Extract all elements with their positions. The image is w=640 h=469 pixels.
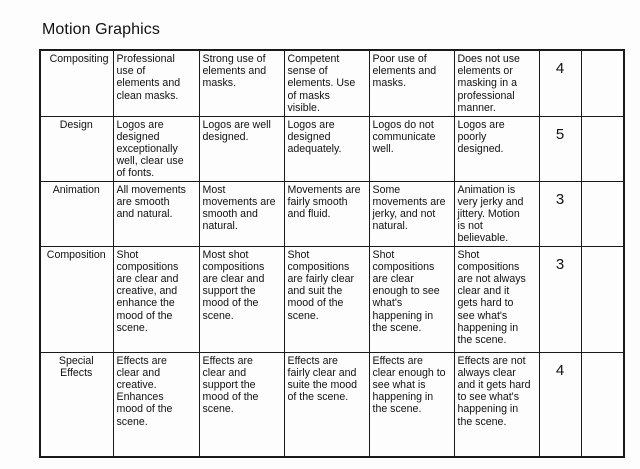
rubric-row-composition (40, 246, 624, 352)
rubric-row-special-effects (40, 352, 624, 457)
criterion-label: Compositing (40, 50, 113, 116)
blank-cell (581, 116, 624, 181)
blank-cell (581, 246, 624, 352)
level-cell: Most movements are smooth and natural. (199, 181, 284, 246)
level-cell: Effects are clear and creative. Enhances mood of the scene. (113, 352, 199, 457)
level-cell: Effects are fairly clear and suite the mood of the scene. (284, 352, 369, 457)
level-cell: Logos are well designed. (199, 116, 284, 181)
level-cell: Poor use of elements and masks. (369, 50, 454, 116)
level-cell: Effects are clear enough to see what is happening in the scene. (369, 352, 454, 457)
criterion-label: Composition (40, 246, 113, 352)
criterion-label: Animation (40, 181, 113, 246)
rubric-row-animation (40, 181, 624, 246)
page-title: Motion Graphics (42, 21, 160, 38)
score-cell: 3 (539, 181, 581, 246)
rubric-row-design (40, 116, 624, 181)
score-cell: 4 (539, 352, 581, 457)
level-cell: Shot compositions are fairly clear and suit the mood of the scene. (284, 246, 369, 352)
level-cell: Movements are fairly smooth and fluid. (284, 181, 369, 246)
level-cell: Logos do not communicate well. (369, 116, 454, 181)
level-cell: Most shot compositions are clear and support the mood of the scene. (199, 246, 284, 352)
level-cell: Logos are designed exceptionally well, clear use of fonts. (113, 116, 199, 181)
blank-cell (581, 50, 624, 116)
level-cell: Shot compositions are clear and creative, and enhance the mood of the scene. (113, 246, 199, 352)
score-cell: 5 (539, 116, 581, 181)
level-cell: Effects are clear and support the mood of the scene. (199, 352, 284, 457)
level-cell: Animation is very jerky and jittery. Motion is not believable. (454, 181, 539, 246)
blank-cell (581, 181, 624, 246)
level-cell: Logos are designed adequately. (284, 116, 369, 181)
level-cell: Some movements are jerky, and not natural. (369, 181, 454, 246)
criterion-label: Special Effects (40, 352, 113, 457)
level-cell: Logos are poorly designed. (454, 116, 539, 181)
level-cell: Competent sense of elements. Use of masks visible. (284, 50, 369, 116)
level-cell: Does not use elements or masking in a professional manner. (454, 50, 539, 116)
rubric-row-compositing (40, 50, 624, 116)
level-cell: Shot compositions are not always clear and it gets hard to see what's happening in the scene. (454, 246, 539, 352)
level-cell: Shot compositions are clear enough to see what's happening in the scene. (369, 246, 454, 352)
level-cell: All movements are smooth and natural. (113, 181, 199, 246)
score-cell: 4 (539, 50, 581, 116)
level-cell: Effects are not always clear and it gets hard to see what's happening in the scene. (454, 352, 539, 457)
level-cell: Strong use of elements and masks. (199, 50, 284, 116)
level-cell: Professional use of elements and clean masks. (113, 50, 199, 116)
criterion-label: Design (40, 116, 113, 181)
score-cell: 3 (539, 246, 581, 352)
blank-cell (581, 352, 624, 457)
rubric-table (39, 49, 625, 458)
